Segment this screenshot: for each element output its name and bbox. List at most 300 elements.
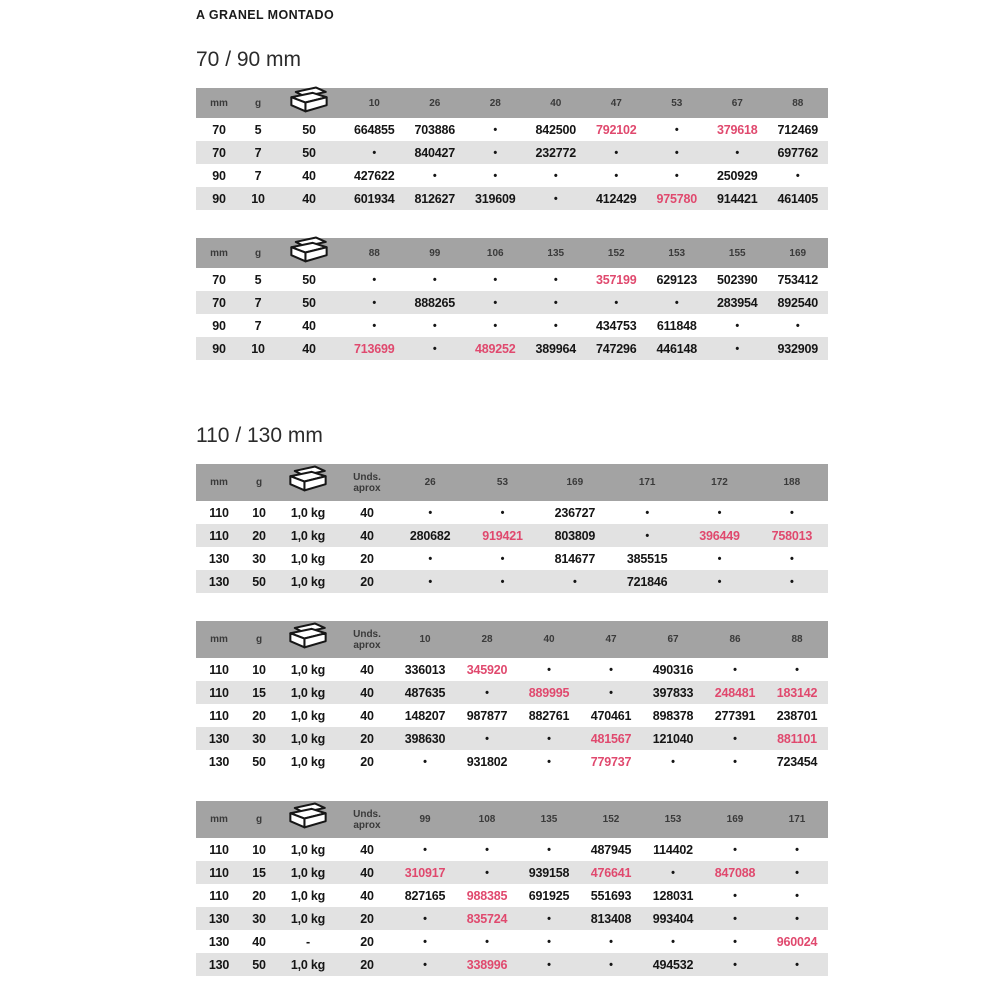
table-row (196, 291, 828, 314)
code-cell: • (795, 889, 799, 902)
table-row (196, 907, 828, 930)
table-row (196, 570, 828, 593)
code-cell: 283954 (716, 295, 758, 310)
code-cell: 427622 (353, 168, 395, 183)
code-cell: • (372, 146, 377, 159)
row-label: 15 (252, 685, 266, 700)
code-cell: 993404 (652, 911, 694, 926)
table-row (196, 268, 828, 291)
row-label: 5 (254, 272, 262, 287)
code-cell: 128031 (652, 888, 694, 903)
row-label: 7 (254, 295, 262, 310)
code-cell: • (795, 843, 799, 856)
column-header-code: 106 (486, 247, 504, 259)
code-cell: 357199 (595, 272, 637, 287)
code-cell: • (423, 958, 427, 971)
table-header-row (196, 88, 828, 118)
code-cell: 931802 (466, 754, 508, 769)
column-header-code: 172 (711, 477, 728, 488)
row-label: 20 (360, 551, 374, 566)
code-cell: • (671, 755, 675, 768)
row-label: 30 (252, 731, 266, 746)
code-cell: • (733, 732, 737, 745)
code-cell: • (428, 575, 432, 588)
table-row (196, 704, 828, 727)
unds-label-line2: aprox (353, 819, 381, 831)
code-cell: 319609 (474, 191, 516, 206)
code-cell: • (553, 169, 558, 182)
column-header-code: 108 (478, 814, 496, 825)
row-label: 10 (252, 842, 266, 857)
row-label: 1,0 kg (290, 662, 326, 677)
code-cell: • (553, 273, 558, 286)
code-cell: • (790, 552, 794, 565)
code-cell: 814677 (554, 551, 596, 566)
code-cell: • (795, 866, 799, 879)
code-cell: 664855 (353, 122, 395, 137)
code-cell: 494532 (652, 957, 694, 972)
code-cell: 389964 (535, 341, 576, 356)
column-header-code: 153 (664, 814, 682, 825)
code-cell: 779737 (590, 754, 632, 769)
table-row (196, 524, 828, 547)
table-header-row (196, 621, 828, 658)
row-label: 1,0 kg (290, 551, 326, 566)
code-cell: • (493, 319, 498, 332)
code-cell: 434753 (595, 318, 637, 333)
column-header-code: 169 (566, 477, 584, 488)
box-capacity-column-header (276, 472, 340, 493)
row-label: 50 (302, 295, 316, 310)
code-cell: 487635 (404, 685, 446, 700)
code-cell: 611848 (656, 318, 697, 333)
code-cell: • (790, 575, 794, 588)
column-header-code: 67 (667, 634, 679, 645)
code-cell: • (717, 552, 722, 565)
code-cell: 987877 (466, 708, 508, 723)
column-header-mm: mm (210, 814, 228, 825)
code-cell: • (795, 319, 800, 332)
row-label: 1,0 kg (290, 911, 326, 926)
row-label: 110 (209, 505, 229, 520)
code-cell: 835724 (466, 911, 508, 926)
code-cell: 882761 (528, 708, 570, 723)
code-cell: 148207 (404, 708, 446, 723)
column-header-mm: mm (210, 97, 228, 109)
code-cell: • (733, 663, 737, 676)
row-label: 20 (252, 528, 266, 543)
table-row (196, 658, 828, 681)
code-cell: 939158 (528, 865, 570, 880)
code-cell: 476641 (590, 865, 632, 880)
column-header-code: 88 (791, 634, 803, 645)
code-cell: 898378 (652, 708, 694, 723)
row-label: 10 (252, 505, 266, 520)
row-label: 10 (252, 662, 266, 677)
code-cell: • (733, 755, 737, 768)
code-cell: 803809 (554, 528, 596, 543)
row-label: 40 (302, 341, 316, 356)
code-cell: 280682 (409, 528, 451, 543)
row-label: 90 (212, 191, 226, 206)
code-cell: 446148 (656, 341, 697, 356)
column-header-code: 40 (543, 634, 555, 645)
row-label: 50 (252, 574, 266, 589)
row-label: 50 (302, 272, 316, 287)
row-label: 40 (360, 662, 374, 677)
column-header-code: 88 (368, 247, 380, 259)
table-header-row (196, 238, 828, 268)
table-row (196, 930, 828, 953)
code-cell: • (609, 686, 613, 699)
code-cell: 232772 (535, 145, 576, 160)
product-code-table (196, 621, 828, 773)
column-header-g: g (255, 814, 263, 825)
section-title: 110 / 130 mm (196, 424, 323, 447)
code-cell: 792102 (595, 122, 637, 137)
code-cell: • (573, 575, 577, 588)
code-cell: • (553, 192, 558, 205)
code-cell: • (790, 506, 794, 519)
code-cell: • (609, 958, 613, 971)
code-cell: • (500, 506, 505, 519)
code-cell: • (795, 958, 799, 971)
code-cell: • (547, 935, 551, 948)
code-cell: 398630 (404, 731, 446, 746)
column-header-code: 86 (729, 634, 741, 645)
open-box-icon (285, 463, 331, 493)
section (196, 424, 828, 976)
column-header-mm: mm (210, 247, 228, 259)
column-header-code: 169 (789, 247, 807, 259)
row-label: 130 (208, 754, 230, 769)
code-cell: • (614, 296, 619, 309)
table-row (196, 838, 828, 861)
row-label: 50 (252, 754, 266, 769)
table-row (196, 861, 828, 884)
code-cell: 250929 (716, 168, 758, 183)
code-cell: 183142 (776, 685, 818, 700)
unds-label-line1: Unds. (353, 808, 381, 820)
page-kicker: A GRANEL MONTADO (196, 8, 335, 22)
row-label: 130 (208, 574, 230, 589)
code-cell: • (645, 529, 649, 542)
code-cell: • (671, 935, 675, 948)
column-header-code: 67 (731, 97, 743, 109)
table-row (196, 953, 828, 976)
code-cell: 397833 (652, 685, 694, 700)
table-row (196, 501, 828, 524)
code-cell: 888265 (414, 295, 455, 310)
code-cell: • (733, 843, 737, 856)
code-cell: • (674, 123, 679, 136)
code-cell: • (547, 912, 551, 925)
code-cell: 385515 (626, 551, 668, 566)
column-header-code: 99 (429, 247, 441, 259)
column-header-code: 47 (610, 97, 622, 109)
code-cell: • (735, 342, 740, 355)
code-cell: • (493, 146, 498, 159)
row-label: 40 (302, 318, 316, 333)
column-header-code: 53 (671, 97, 683, 109)
row-label: 110 (209, 842, 229, 857)
table-row (196, 141, 828, 164)
code-cell: • (500, 552, 505, 565)
table-row (196, 337, 828, 360)
code-cell: • (428, 552, 432, 565)
column-header-code: 153 (668, 247, 686, 259)
code-cell: 277391 (714, 708, 756, 723)
row-label: 130 (208, 551, 230, 566)
code-cell: 747296 (595, 341, 637, 356)
code-cell: • (674, 296, 679, 309)
code-cell: 336013 (404, 662, 446, 677)
column-header-code: 88 (792, 97, 804, 109)
code-cell: 753412 (777, 272, 818, 287)
code-cell: • (733, 912, 737, 925)
section-title: 70 / 90 mm (196, 48, 302, 71)
row-label: - (306, 934, 310, 949)
column-header-code: 152 (607, 247, 625, 259)
row-label: 110 (209, 865, 229, 880)
code-cell: • (493, 273, 498, 286)
row-label: 90 (212, 168, 226, 183)
column-header-code: 135 (547, 247, 565, 259)
row-label: 1,0 kg (290, 865, 326, 880)
column-header-unds (340, 472, 394, 494)
row-label: 1,0 kg (290, 505, 326, 520)
code-cell: 813408 (590, 911, 632, 926)
column-header-code: 40 (550, 97, 562, 109)
sections-container (196, 48, 828, 976)
code-cell: • (645, 506, 649, 519)
code-cell: • (432, 273, 437, 286)
code-cell: • (717, 506, 722, 519)
open-box-icon (285, 800, 331, 830)
code-cell: • (671, 866, 675, 879)
row-label: 50 (302, 145, 316, 160)
row-label: 110 (209, 708, 229, 723)
code-cell: 502390 (716, 272, 758, 287)
row-label: 110 (209, 662, 229, 677)
code-cell: 758013 (771, 528, 813, 543)
row-label: 20 (360, 934, 374, 949)
row-label: 20 (360, 754, 374, 769)
column-header-code: 155 (728, 247, 746, 259)
code-cell: 481567 (590, 731, 632, 746)
table-header-row (196, 801, 828, 838)
table-row (196, 547, 828, 570)
code-cell: 892540 (777, 295, 818, 310)
row-label: 7 (254, 168, 262, 183)
code-cell: 490316 (652, 662, 694, 677)
code-cell: • (493, 296, 498, 309)
code-cell: • (674, 169, 679, 182)
column-header-code: 10 (368, 97, 380, 109)
row-label: 1,0 kg (290, 685, 326, 700)
row-label: 30 (252, 551, 266, 566)
row-label: 7 (254, 145, 262, 160)
code-cell: 412429 (595, 191, 637, 206)
code-cell: 919421 (482, 528, 523, 543)
table-row (196, 187, 828, 210)
row-label: 110 (209, 888, 229, 903)
code-cell: 721846 (626, 574, 668, 589)
content (196, 8, 828, 1000)
code-cell: 960024 (776, 934, 818, 949)
box-capacity-column-header (276, 809, 340, 830)
row-label: 1,0 kg (290, 708, 326, 723)
row-label: 40 (360, 708, 374, 723)
code-cell: 551693 (590, 888, 632, 903)
row-label: 20 (252, 888, 266, 903)
row-label: 70 (212, 295, 226, 310)
column-header-code: 10 (419, 634, 431, 645)
code-cell: 345920 (466, 662, 508, 677)
code-cell: 461405 (777, 191, 818, 206)
column-header-code: 53 (496, 477, 509, 488)
code-cell: • (547, 843, 551, 856)
row-label: 130 (208, 957, 230, 972)
code-cell: 489252 (474, 341, 516, 356)
column-header-code: 99 (419, 814, 431, 825)
row-label: 1,0 kg (290, 842, 326, 857)
code-cell: • (795, 912, 799, 925)
code-cell: 601934 (353, 191, 395, 206)
code-cell: 396449 (699, 528, 740, 543)
column-header-code: 47 (605, 634, 617, 645)
table-row (196, 164, 828, 187)
code-cell: • (614, 169, 619, 182)
table-row (196, 727, 828, 750)
row-label: 70 (212, 122, 226, 137)
code-cell: • (609, 663, 613, 676)
column-header-code: 28 (489, 97, 501, 109)
code-cell: • (795, 663, 799, 676)
column-header-g: g (254, 247, 262, 259)
code-cell: • (547, 958, 551, 971)
code-cell: 238701 (776, 708, 818, 723)
box-capacity-column-header (276, 629, 340, 650)
code-cell: 470461 (590, 708, 632, 723)
code-cell: 889995 (528, 685, 570, 700)
code-cell: • (547, 663, 551, 676)
row-label: 40 (252, 934, 266, 949)
code-cell: • (432, 342, 437, 355)
code-cell: • (423, 755, 427, 768)
code-cell: 713699 (353, 341, 395, 356)
code-cell: 310917 (404, 865, 446, 880)
column-header-code: 152 (602, 814, 620, 825)
code-cell: 812627 (414, 191, 455, 206)
row-label: 50 (252, 957, 266, 972)
row-label: 1,0 kg (290, 957, 326, 972)
table-header-row (196, 464, 828, 501)
box-capacity-column-header (274, 93, 344, 114)
code-cell: • (547, 755, 551, 768)
code-cell: • (553, 296, 558, 309)
code-cell: • (493, 123, 498, 136)
row-label: 20 (360, 957, 374, 972)
code-cell: • (733, 958, 737, 971)
code-cell: • (493, 169, 498, 182)
column-header-unds (340, 629, 394, 651)
column-header-code: 171 (788, 814, 806, 825)
code-cell: • (733, 935, 737, 948)
row-label: 130 (208, 731, 230, 746)
code-cell: 338996 (466, 957, 508, 972)
row-label: 70 (212, 272, 226, 287)
code-cell: • (372, 319, 377, 332)
code-cell: • (717, 575, 722, 588)
row-label: 1,0 kg (290, 574, 326, 589)
code-cell: • (428, 506, 432, 519)
code-cell: 988385 (466, 888, 508, 903)
row-label: 50 (302, 122, 316, 137)
row-label: 40 (360, 685, 374, 700)
box-capacity-column-header (274, 243, 344, 264)
code-cell: 697762 (777, 145, 818, 160)
row-label: 40 (302, 191, 316, 206)
code-cell: 114402 (653, 842, 693, 857)
code-cell: • (735, 319, 740, 332)
column-header-code: 26 (429, 97, 441, 109)
product-code-table (196, 464, 828, 593)
table-row (196, 884, 828, 907)
row-label: 5 (254, 122, 262, 137)
code-cell: • (372, 296, 377, 309)
code-cell: • (423, 912, 427, 925)
table-row (196, 750, 828, 773)
code-cell: • (614, 146, 619, 159)
row-label: 90 (212, 341, 226, 356)
row-label: 70 (212, 145, 226, 160)
row-label: 7 (254, 318, 262, 333)
code-cell: 691925 (528, 888, 570, 903)
code-cell: • (423, 935, 427, 948)
column-header-mm: mm (210, 634, 228, 645)
code-cell: 914421 (716, 191, 758, 206)
code-cell: 847088 (714, 865, 756, 880)
code-cell: • (674, 146, 679, 159)
product-code-table (196, 801, 828, 976)
product-code-table (196, 238, 828, 360)
row-label: 40 (360, 888, 374, 903)
code-cell: • (485, 935, 489, 948)
code-cell: 827165 (404, 888, 446, 903)
row-label: 20 (360, 911, 374, 926)
code-cell: 236727 (554, 505, 596, 520)
code-cell: • (553, 319, 558, 332)
code-cell: 629123 (656, 272, 697, 287)
product-code-table (196, 88, 828, 210)
table-row (196, 681, 828, 704)
unds-label-line2: aprox (353, 482, 381, 494)
code-cell: 379618 (716, 122, 758, 137)
column-header-mm: mm (210, 477, 228, 488)
code-cell: • (432, 319, 437, 332)
column-header-g: g (254, 97, 262, 109)
row-label: 10 (251, 191, 265, 206)
section (196, 48, 828, 360)
code-cell: 121040 (652, 731, 694, 746)
row-label: 40 (302, 168, 316, 183)
row-label: 20 (360, 731, 374, 746)
row-label: 40 (360, 842, 374, 857)
row-label: 40 (360, 505, 374, 520)
code-cell: • (485, 686, 489, 699)
code-cell: • (733, 889, 737, 902)
